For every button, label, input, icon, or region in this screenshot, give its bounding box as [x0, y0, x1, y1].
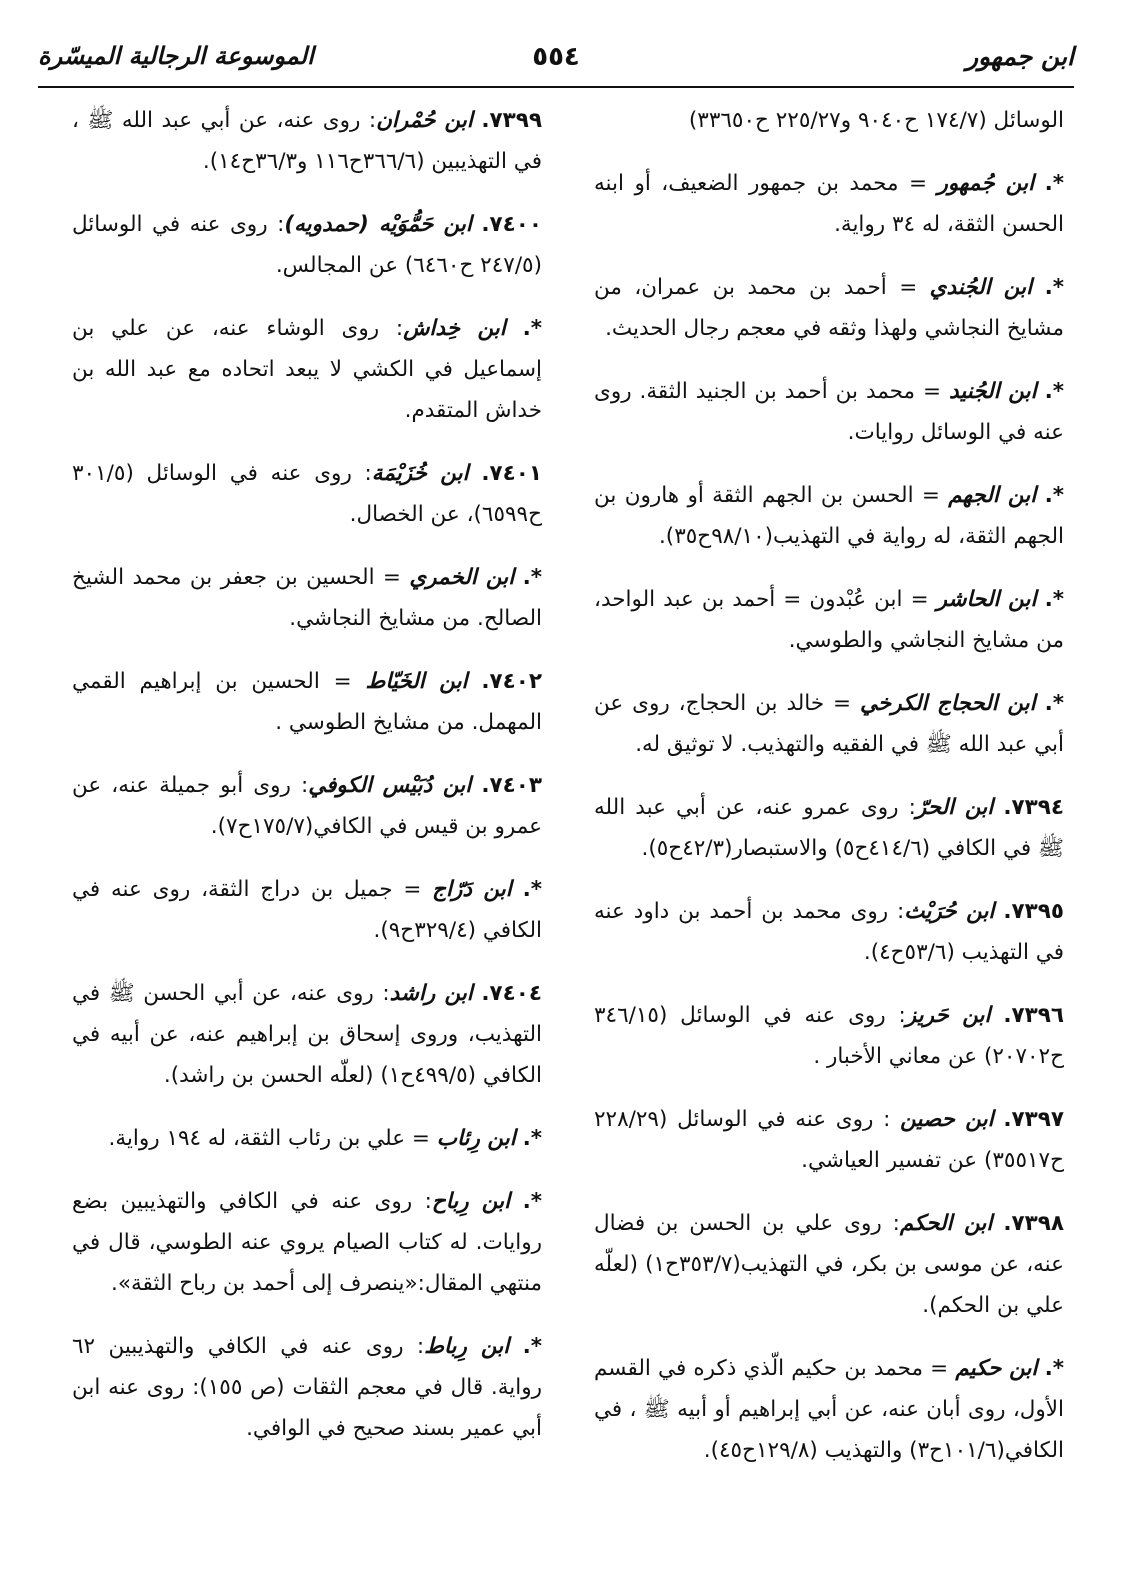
entry-name: ابن دَرّاج	[432, 877, 512, 902]
entry	[594, 100, 1064, 141]
entry-name: ابن الحرّ	[915, 795, 994, 820]
entry-name: ابن الحكم	[899, 1211, 993, 1236]
entry-number: *.	[522, 1189, 542, 1214]
entry-text: : روى عنه، عن أبي الحسن ﷺ في التهذيب، وروى إسحاق بن إبراهيم عنه، عن أبيه في الكافي (٤٩٩/٥ح١) (لعلّه الحسن بن راشد).	[72, 981, 542, 1088]
entry-name: ابن راشد	[389, 981, 473, 1006]
entry-name: ابن حَريز	[905, 1003, 991, 1028]
entry-name: ابن حكيم	[955, 1356, 1038, 1381]
left-column	[72, 100, 542, 1471]
entry-text: = محمد بن حكيم الّذي ذكره في القسم الأول، روى أبان عنه، عن أبي إبراهيم أو أبيه ﷺ ، في الكافي(١٠١/٦ح٣) والتهذيب (١٢٩/٨ح٤٥).	[594, 1356, 1064, 1463]
entry-text: الوسائل (١٧٤/٧ ح٩٠٤٠ و٢٢٥/٢٧ ح٣٣٦٥٠)	[688, 108, 1064, 133]
entry-number: *.	[1044, 171, 1064, 196]
entry	[72, 1326, 542, 1449]
entry-number: *.	[522, 1126, 542, 1151]
page-number: ٥٥٤	[532, 42, 580, 72]
entry-number: ٧٣٩٨.	[1003, 1211, 1064, 1236]
entry-number: ٧٤٠٣.	[481, 773, 542, 798]
entry-text: = أحمد بن محمد بن عمران، من مشايخ النجاشي ولهذا وثقه في معجم رجال الحديث.	[594, 275, 1064, 341]
entry-text: = محمد بن أحمد بن الجنيد الثقة. روى عنه في الوسائل روايات.	[594, 379, 1064, 445]
entry-text: : روى عنه في الوسائل (٢٢٨/٢٩ ح٣٥٥١٧) عن تفسير العياشي.	[594, 1107, 1064, 1173]
entry	[72, 100, 542, 182]
entry-text: = ابن عُبْدون = أحمد بن عبد الواحد، من مشايخ النجاشي والطوسي.	[594, 587, 1064, 653]
entry-number: ٧٤٠٢.	[481, 669, 542, 694]
entry	[594, 371, 1064, 453]
entry-text: : روى عنه في الكافي والتهذيبين ٦٢ رواية. قال في معجم الثقات (ص ١٥٥): روى عنه ابن أبي عمير بسند صحيح في الوافي.	[72, 1334, 542, 1441]
entry	[72, 204, 542, 286]
entry	[594, 683, 1064, 765]
entry-text: : روى عنه في الكافي والتهذيبين بضع روايات. له كتاب الصيام يروي عنه الطوسي، قال في منتهي المقال:«ينصرف إلى أحمد بن رباح الثقة».	[72, 1189, 542, 1296]
entry-text: : روى علي بن الحسن بن فضال عنه، عن موسى بن بكر، في التهذيب(٣٥٣/٧ح١) (لعلّه علي بن الحكم).	[594, 1211, 1064, 1318]
entry-name: ابن رِئاب	[436, 1126, 516, 1151]
entry	[72, 1118, 542, 1159]
header-rule	[38, 86, 1074, 88]
entry-text: = محمد بن جمهور الضعيف، أو ابنه الحسن الثقة، له ٣٤ رواية.	[594, 171, 1064, 237]
entry-name: ابن الجُنيد	[949, 379, 1037, 404]
entry-number: ٧٣٩٦.	[1003, 1003, 1064, 1028]
entry-number: *.	[1044, 587, 1064, 612]
entry-text: = علي بن رئاب الثقة، له ١٩٤ رواية.	[108, 1126, 437, 1151]
entry-name: ابن الجهم	[948, 483, 1037, 508]
entry	[72, 869, 542, 951]
entry-number: *.	[522, 316, 542, 341]
entry-number: *.	[522, 565, 542, 590]
entry-name: ابن خُزَيْمَة	[371, 461, 469, 486]
entry-number: ٧٤٠١.	[481, 461, 542, 486]
entry	[72, 1181, 542, 1304]
entry	[594, 475, 1064, 557]
entry	[594, 579, 1064, 661]
entry-number: *.	[522, 1334, 542, 1359]
entry-number: ٧٣٩٥.	[1003, 899, 1064, 924]
entry	[594, 163, 1064, 245]
entry	[72, 453, 542, 535]
entry-number: *.	[1044, 275, 1064, 300]
entry	[594, 1099, 1064, 1181]
entry-number: *.	[1044, 691, 1064, 716]
entry-number: ٧٤٠٠.	[481, 212, 542, 237]
entry-name: ابن حُمْران	[376, 108, 473, 133]
entry	[72, 308, 542, 431]
entry-name: ابن دُبَيْس الكوفي	[308, 773, 472, 798]
entry-number: *.	[522, 877, 542, 902]
entry-text: = الحسين بن إبراهيم القمي المهمل. من مشايخ الطوسي .	[72, 669, 542, 735]
entry-number: *.	[1044, 379, 1064, 404]
entry	[594, 267, 1064, 349]
entry-name: ابن رِباط	[424, 1334, 510, 1359]
entry-number: *.	[1044, 483, 1064, 508]
entry-name: ابن الحاشر	[936, 587, 1037, 612]
page-header	[38, 38, 1074, 88]
entry	[594, 891, 1064, 973]
entry-name: ابن الخمري	[409, 565, 515, 590]
entry	[72, 661, 542, 743]
entry-name: ابن جُمهور	[937, 171, 1035, 196]
entry-name: ابن حَمُّوَيْه (حمدويه)	[284, 212, 472, 237]
entry-name: ابن خِداش	[403, 316, 506, 341]
entry-text: : روى محمد بن أحمد بن داود عنه في التهذيب (٥٣/٦ح٤).	[594, 899, 1064, 965]
entry	[594, 1348, 1064, 1471]
entry	[72, 973, 542, 1096]
entry-text: : روى الوشاء عنه، عن علي بن إسماعيل في الكشي لا يبعد اتحاده مع عبد الله بن خداش المتقدم.	[72, 316, 542, 423]
entry-number: ٧٣٩٤.	[1003, 795, 1064, 820]
entry-text: = جميل بن دراج الثقة، روى عنه في الكافي (٣٢٩/٤ح٩).	[72, 877, 542, 943]
entry	[72, 557, 542, 639]
entry	[594, 995, 1064, 1077]
entry-text: : روى أبو جميلة عنه، عن عمرو بن قيس في الكافي(١٧٥/٧ح٧).	[72, 773, 542, 839]
entry-text: : روى عنه في الوسائل (٣٠١/٥ ح٦٥٩٩)، عن الخصال.	[72, 461, 542, 527]
entry-name: ابن رِباح	[431, 1189, 511, 1214]
entry-name: ابن حصين	[900, 1107, 994, 1132]
entry-text: : روى عمرو عنه، عن أبي عبد الله ﷺ في الكافي (٤١٤/٦ح٥) والاستبصار(٤٢/٣ح٥).	[594, 795, 1064, 861]
entry	[594, 787, 1064, 869]
entry-name: ابن الحجاج الكرخي	[860, 691, 1036, 716]
entry	[72, 765, 542, 847]
running-head-entry: ابن جمهور	[965, 42, 1074, 71]
entry-text: = خالد بن الحجاج، روى عن أبي عبد الله ﷺ في الفقيه والتهذيب. لا توثيق له.	[594, 691, 1064, 757]
entry-text: : روى عنه في الوسائل (٣٤٦/١٥ ح٢٠٧٠٢) عن معاني الأخبار .	[594, 1003, 1064, 1069]
entry-number: *.	[1044, 1356, 1064, 1381]
entry-number: ٧٣٩٧.	[1003, 1107, 1064, 1132]
entry-text: : روى عنه، عن أبي عبد الله ﷺ ، في التهذيبين (٣٦٦/٦ح١١٦ و٣٦/٣ح١٤).	[72, 108, 542, 174]
entry-number: ٧٤٠٤.	[481, 981, 542, 1006]
entry-text: : روى عنه في الوسائل (٢٤٧/٥ ح٦٤٦٠) عن المجالس.	[72, 212, 542, 278]
entry-name: ابن الجُندي	[929, 275, 1033, 300]
entry-text: = الحسين بن جعفر بن محمد الشيخ الصالح. من مشايخ النجاشي.	[72, 565, 542, 631]
right-column	[594, 100, 1064, 1493]
entry-text: = الحسن بن الجهم الثقة أو هارون بن الجهم الثقة، له رواية في التهذيب(٩٨/١٠ح٣٥).	[594, 483, 1064, 549]
entry-number: ٧٣٩٩.	[481, 108, 542, 133]
entry-name: ابن الخَيّاط	[365, 669, 468, 694]
entry-name: ابن حُرَيْث	[904, 899, 995, 924]
entry	[594, 1203, 1064, 1326]
running-head-book-title: الموسوعة الرجالية الميسّرة	[38, 42, 314, 70]
